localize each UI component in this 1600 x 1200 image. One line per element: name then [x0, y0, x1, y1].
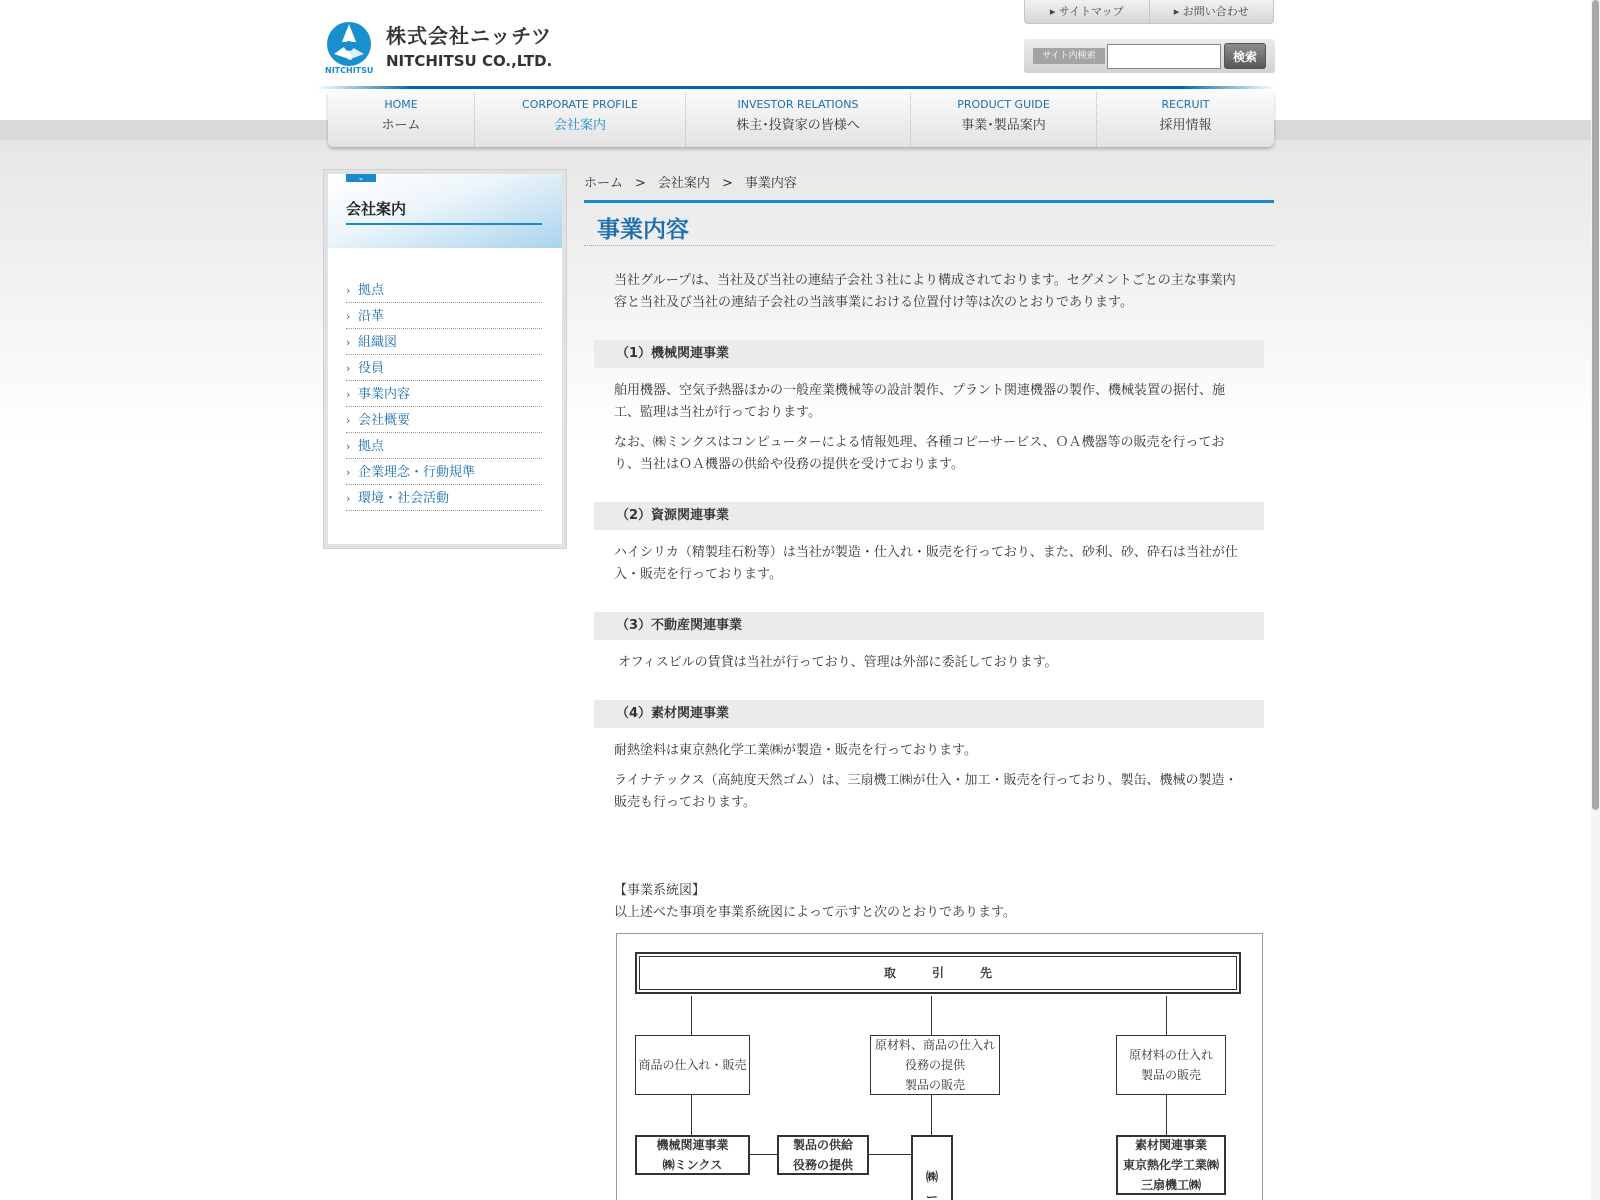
scrollbar-thumb[interactable] — [1592, 0, 1599, 810]
sidebar — [324, 170, 566, 548]
company-name-ja[interactable]: 株式会社ニッチツ — [386, 24, 552, 48]
nav-product-en: PRODUCT GUIDE — [957, 98, 1050, 111]
nav-home-ja: ホーム — [381, 118, 421, 133]
section-heading-real-estate: （3）不動産関連事業 — [594, 612, 1264, 640]
diagram-text: 商品の仕入れ・販売 — [638, 1058, 747, 1072]
chevron-right-icon: › — [346, 414, 351, 427]
search-button[interactable]: 検索 — [1224, 43, 1266, 69]
section-text: オフィスビルの賃貸は当社が行っており、管理は外部に委託しております。 — [618, 655, 1058, 670]
nav-corporate-ja: 会社案内 — [553, 118, 606, 133]
diagram-arrow — [869, 1154, 911, 1155]
diagram-arrow — [1166, 1095, 1167, 1135]
breadcrumb-separator: > — [721, 176, 733, 191]
chevron-down-icon: ⌄ — [346, 174, 376, 182]
diagram-arrow — [1166, 996, 1167, 1036]
section-text: 舶用機器、空気予熱器ほかの一般産業機械等の設計製作、プラント関連機器の製作、機械装置の据付、施工、監理は当社が行っております。 — [614, 383, 1226, 420]
diagram-box-company — [911, 1135, 953, 1200]
section-text: ライナテックス（高純度天然ゴム）は、三扇機工㈱が仕入・加工・販売を行っており、製缶、機械の製造・販売も行っております。 — [614, 773, 1238, 810]
nav-accent-line — [316, 86, 1276, 89]
intro-text: 当社グループは、当社及び当社の連結子会社３社により構成されております。セグメントごとの主な事業内容と当社及び当社の連結子会社の当該事業における位置付け等は次のとおりであります。 — [614, 273, 1236, 310]
sidebar-title: 会社案内 — [346, 200, 407, 218]
sidebar-item-label: 事業内容 — [358, 387, 411, 402]
search-label: サイト内検索 — [1033, 48, 1105, 64]
system-diagram-desc: 以上述べた事項を事業系統図によって示すと次のとおりであります。 — [614, 905, 1016, 920]
site-search — [1024, 39, 1275, 73]
nav-corporate-profile[interactable] — [474, 92, 685, 147]
system-diagram-title: 【事業系統図】 — [614, 883, 706, 898]
sitemap-link[interactable]: ▸ サイトマップ — [1049, 5, 1124, 18]
breadcrumb — [584, 172, 1274, 196]
diagram-arrow — [691, 1095, 692, 1135]
nav-corporate-en: CORPORATE PROFILE — [522, 98, 638, 111]
sidebar-item-business[interactable] — [346, 381, 542, 407]
section-heading-resources: （2）資源関連事業 — [594, 502, 1264, 530]
diagram-box-right-flow — [1116, 1035, 1226, 1095]
sidebar-item-label: 拠点 — [358, 283, 385, 298]
sidebar-item-label: 沿革 — [358, 309, 385, 324]
chevron-right-icon: › — [346, 440, 351, 453]
logo-subtext: NITCHITSU — [325, 66, 374, 75]
page-title: 事業内容 — [584, 200, 1274, 246]
diagram-box-center-flow — [870, 1035, 1000, 1095]
sidebar-item-label: 役員 — [358, 361, 385, 376]
diagram-box-left-flow — [635, 1035, 750, 1095]
nav-investor-ja: 株主･投資家の皆様へ — [736, 118, 860, 133]
diagram-arrow — [931, 1095, 932, 1135]
nav-investor-relations[interactable] — [685, 92, 910, 147]
diagram-text: 東京熱化学工業㈱ — [1122, 1158, 1219, 1172]
sidebar-title-rule — [346, 223, 542, 225]
system-diagram-label — [614, 880, 1274, 924]
diagram-text: 原材料の仕入れ — [1128, 1048, 1213, 1062]
diagram-text: 機械関連事業 — [656, 1138, 729, 1152]
breadcrumb-home[interactable]: ホーム — [584, 176, 624, 191]
breadcrumb-corporate[interactable]: 会社案内 — [657, 176, 710, 191]
breadcrumb-separator: > — [635, 176, 646, 191]
chevron-right-icon: › — [346, 388, 351, 401]
global-nav — [328, 92, 1274, 147]
sidebar-header — [328, 174, 562, 248]
chevron-right-icon: › — [346, 310, 351, 323]
nav-investor-en: INVESTOR RELATIONS — [737, 98, 859, 111]
contact-label: お問い合わせ — [1182, 5, 1249, 18]
diagram-text: 素材関連事業 — [1134, 1138, 1207, 1152]
sidebar-item-label: 企業理念・行動規準 — [358, 465, 476, 480]
sidebar-menu — [346, 277, 542, 511]
diagram-text: ㈱ — [925, 1170, 938, 1184]
chevron-right-icon: › — [346, 362, 351, 375]
diagram-text: 製品の販売 — [1140, 1068, 1201, 1082]
chevron-right-icon: › — [346, 336, 351, 349]
main-content — [584, 172, 1274, 924]
section-text: なお、㈱ミンクスはコンピューターによる情報処理、各種コピーサービス、ＯＡ機器等の販売を行っており、当社はＯＡ機器の供給や役務の提供を受けております。 — [614, 435, 1225, 472]
chevron-right-icon: › — [346, 466, 351, 479]
sidebar-item-philosophy[interactable] — [346, 459, 542, 485]
nav-recruit[interactable] — [1096, 92, 1274, 147]
diagram-text: 製品の販売 — [904, 1078, 965, 1092]
sidebar-item-org-chart[interactable] — [346, 329, 542, 355]
sidebar-item-label: 環境・社会活動 — [358, 491, 450, 506]
section-text: ハイシリカ（精製珪石粉等）は当社が製造・仕入れ・販売を行っており、また、砂利、砂、砕石は当社が仕入・販売を行っております。 — [614, 545, 1238, 582]
sidebar-item-officers[interactable] — [346, 355, 542, 381]
contact-link[interactable]: ▸ お問い合わせ — [1149, 0, 1274, 23]
sidebar-item-label: 組織図 — [358, 335, 398, 350]
section-heading-machinery: （1）機械関連事業 — [594, 340, 1264, 368]
diagram-arrow — [931, 996, 932, 1036]
diagram-arrow — [691, 996, 692, 1036]
nav-recruit-en: RECRUIT — [1161, 98, 1210, 111]
breadcrumb-current: 事業内容 — [744, 176, 797, 191]
page-wrapper — [324, 0, 1276, 1200]
business-system-diagram — [616, 933, 1263, 1200]
company-name-en[interactable]: NITCHITSU CO.,LTD. — [386, 52, 553, 70]
diagram-text: 三扇機工㈱ — [1140, 1178, 1201, 1192]
sidebar-item-history[interactable] — [346, 303, 542, 329]
section-heading-materials: （4）素材関連事業 — [594, 700, 1264, 728]
diagram-box-machinery — [635, 1135, 750, 1175]
sidebar-item-label: 会社概要 — [358, 413, 411, 428]
chevron-right-icon: › — [346, 492, 351, 505]
sidebar-item-label: 拠点 — [358, 439, 385, 454]
diagram-text: ㈱ミンクス — [662, 1158, 723, 1172]
diagram-text: 役務の提供 — [904, 1058, 965, 1072]
sidebar-item-overview[interactable] — [346, 407, 542, 433]
nav-product-guide[interactable] — [910, 92, 1096, 147]
section-text: 耐熱塗料は東京熱化学工業㈱が製造・販売を行っております。 — [614, 743, 977, 758]
sidebar-item-locations-2[interactable] — [346, 433, 542, 459]
utility-links — [1024, 0, 1274, 24]
nav-product-ja: 事業･製品案内 — [961, 118, 1046, 133]
diagram-text: 役務の提供 — [792, 1158, 853, 1172]
scrollbar[interactable] — [1591, 0, 1600, 1200]
diagram-text: 原材料、商品の仕入れ — [874, 1038, 995, 1052]
sitemap-label: サイトマップ — [1058, 5, 1124, 18]
nav-recruit-ja: 採用情報 — [1159, 118, 1212, 133]
search-input[interactable] — [1107, 44, 1221, 69]
diagram-text: ー — [925, 1190, 938, 1200]
sidebar-item-environment[interactable] — [346, 485, 542, 511]
chevron-right-icon: › — [346, 284, 351, 297]
diagram-arrow — [750, 1154, 777, 1155]
diagram-box-materials — [1116, 1135, 1226, 1195]
nav-home[interactable] — [328, 92, 474, 147]
sidebar-item-locations[interactable] — [346, 277, 542, 303]
diagram-box-trading-partners: 取引先 — [635, 952, 1241, 994]
diagram-box-supply — [777, 1135, 869, 1175]
diagram-text: 製品の供給 — [792, 1138, 853, 1152]
nav-home-en: HOME — [384, 98, 418, 111]
